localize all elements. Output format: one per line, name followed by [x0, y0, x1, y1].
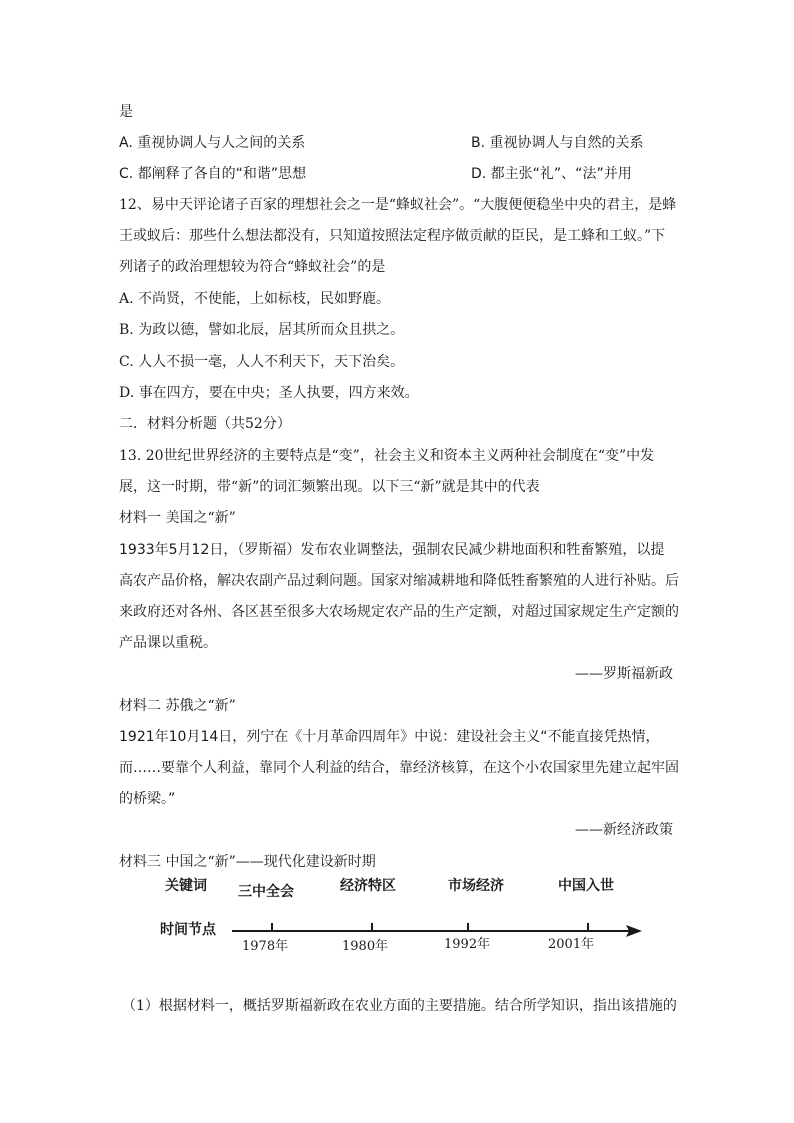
timeline-keyword-4: 中国入世 [558, 878, 614, 894]
material-2-line-2: 而……要靠个人利益，靠同个人利益的结合，靠经济核算，在这个小农国家里先建立起牢固 [119, 760, 679, 776]
material-3-title: 材料三 中国之“新”——现代化建设新时期 [119, 854, 376, 870]
material-1-source: ——罗斯福新政 [575, 666, 673, 682]
q13-line-2: 展，这一时期，带“新”的词汇频繁出现。以下三“新”就是其中的代表 [119, 479, 540, 495]
timeline-time-label: 时间节点 [160, 922, 216, 938]
material-1-line-1: 1933年5月12日，（罗斯福）发布农业调整法，强制农民减少耕地面积和牲畜繁殖，以提 [119, 542, 665, 558]
material-1-line-2: 高农产品价格，解决农副产品过剩问题。国家对缩减耕地和降低牲畜繁殖的人进行补贴。后 [119, 573, 679, 589]
q12-option-a: A. 不尚贤，不使能，上如标枝，民如野鹿。 [119, 291, 391, 307]
timeline-keyword-3: 市场经济 [448, 878, 504, 894]
q11-option-b: B. 重视协调人与自然的关系 [471, 135, 644, 151]
q11-option-a: A. 重视协调人与人之间的关系 [119, 135, 306, 151]
q13-subquestion-1: （1）根据材料一，概括罗斯福新政在农业方面的主要措施。结合所学知识，指出该措施的 [122, 998, 677, 1014]
q12-line-1: 12、易中天评论诸子百家的理想社会之一是“蜂蚁社会”。“大腹便便稳坐中央的君主，是蜂 [119, 197, 677, 213]
material-2-source: ——新经济政策 [575, 822, 673, 838]
q12-option-d: D. 事在四方，要在中央；圣人执要，四方来效。 [119, 385, 419, 401]
timeline-figure [150, 876, 650, 956]
timeline-keyword-2: 经济特区 [340, 878, 396, 894]
q11-option-d: D. 都主张“礼”、“法”并用 [471, 166, 632, 182]
q13-line-1: 13. 20世纪世界经济的主要特点是“变”，社会主义和资本主义两种社会制度在“变”中发 [119, 448, 655, 464]
timeline-year-4: 2001年 [548, 937, 595, 952]
material-2-line-1: 1921年10月14日，列宁在《十月革命四周年》中说：建设社会主义“不能直接凭热情， [119, 729, 660, 745]
material-2-title: 材料二 苏俄之“新” [119, 698, 236, 714]
q12-option-c: C. 人人不损一毫，人人不利天下，天下治矣。 [119, 354, 405, 370]
q11-option-c: C. 都阐释了各自的“和谐”思想 [119, 166, 307, 182]
q11-stem-end: 是 [119, 104, 133, 120]
timeline-keyword-label: 关键词 [165, 878, 207, 894]
q12-option-b: B. 为政以德，譬如北辰，居其所而众且拱之。 [119, 322, 405, 338]
material-1-line-3: 来政府还对各州、各区甚至很多大农场规定农产品的生产定额，对超过国家规定生产定额的 [119, 604, 679, 620]
material-1-line-4: 产品课以重税。 [119, 635, 217, 651]
timeline-year-3: 1992年 [444, 937, 491, 952]
timeline-year-2: 1980年 [342, 939, 389, 954]
q11-options-row-1 [119, 134, 644, 152]
material-2-line-3: 的桥梁。” [119, 791, 176, 807]
material-1-title: 材料一 美国之“新” [119, 510, 236, 526]
q12-line-3: 列诸子的政治理想较为符合“蜂蚁社会”的是 [119, 259, 386, 275]
q12-line-2: 王或蚁后：那些什么想法都没有，只知道按照法定程序做贡献的臣民，是工蜂和工蚁。”下 [119, 228, 666, 244]
timeline-year-1: 1978年 [242, 939, 289, 954]
timeline-keyword-1: 三中全会 [238, 884, 294, 900]
section-heading: 二．材料分析题（共52分） [119, 416, 291, 432]
q11-options-row-2 [119, 165, 632, 183]
